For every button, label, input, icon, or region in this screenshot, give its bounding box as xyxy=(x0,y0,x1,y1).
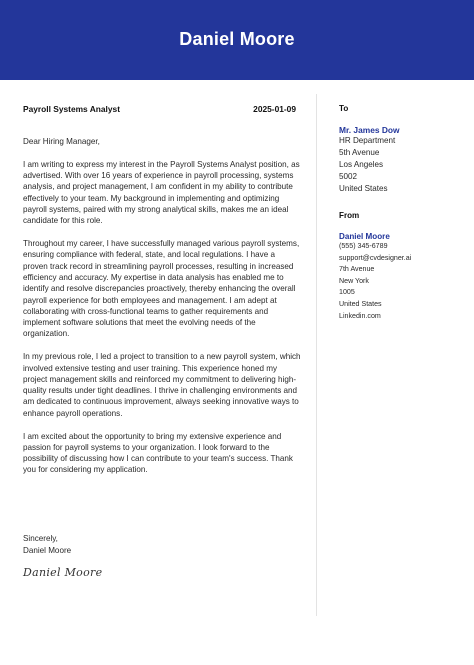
sender-country: United States xyxy=(339,299,382,308)
column-divider xyxy=(316,94,317,616)
recipient-name: Mr. James Dow xyxy=(339,125,400,135)
recipient-line: 5th Avenue xyxy=(339,148,380,157)
recipient-line: Los Angeles xyxy=(339,160,384,169)
to-heading: To xyxy=(339,104,349,113)
paragraph-4: I am excited about the opportunity to bring my extensive experience and passion for payroll systems to your organization. I look forward to the possibility of discussing how I can contribute to your team's success. Thank you for considering my application. xyxy=(23,431,293,475)
paragraph-2: Throughout my career, I have successfully managed various payroll systems, ensuring compliance with federal, state, and local regulations. I have a proven track record in streamlining payroll processes, resulting in increased efficiency and accuracy. My expertise in data analysis has enabled me to identify and resolve discrepancies proactively, thereby enhancing the overall payroll experience for both employees and management. I am adept at collaborating with cross-functional teams to gather requirements and implement software solutions that meet the evolving needs of the organization. xyxy=(23,239,300,339)
header-banner xyxy=(0,0,474,80)
recipient-line: United States xyxy=(339,184,388,193)
closing-text: Sincerely, xyxy=(23,534,58,543)
sender-linkedin: Linkedin.com xyxy=(339,311,381,320)
sender-email: support@cvdesigner.ai xyxy=(339,253,412,262)
sender-city: New York xyxy=(339,276,369,285)
recipient-line: HR Department xyxy=(339,136,396,145)
letter-date: 2025-01-09 xyxy=(253,104,296,114)
sender-block xyxy=(339,211,469,322)
from-heading: From xyxy=(339,211,360,220)
closing-block xyxy=(23,533,71,557)
greeting: Dear Hiring Manager, xyxy=(23,137,100,146)
sender-street: 7th Avenue xyxy=(339,265,375,274)
handwritten-signature: Daniel Moore xyxy=(23,566,103,579)
recipient-line: 5002 xyxy=(339,172,358,181)
paragraph-1: I am writing to express my interest in the Payroll Systems Analyst position, as advertised. With over 16 years of experience in payroll processing, systems analysis, and project management, I am confident in my ability to contribute effectively to your team. My background in implementing and optimizing payroll systems, paired with my strong analytical skills, makes me an ideal candidate for this role. xyxy=(23,159,300,226)
job-title: Payroll Systems Analyst xyxy=(23,104,120,114)
paragraph-3: In my previous role, I led a project to transition to a new payroll system, which involved extensive testing and user training. This experience honed my project management skills and reinforced my commitment to delivering high-quality results under tight deadlines. I thrive in challenging environments and am dedicated to continuous improvement, always seeking innovative ways to enhance payroll operations. xyxy=(23,352,301,418)
recipient-block xyxy=(339,104,469,195)
sender-name: Daniel Moore xyxy=(23,546,72,555)
header-name: Daniel Moore xyxy=(179,29,295,49)
sender-postcode: 1005 xyxy=(339,288,355,297)
letter-body xyxy=(23,136,301,487)
sender-contact-name: Daniel Moore xyxy=(339,232,390,241)
sender-phone: (555) 345-6789 xyxy=(339,242,388,250)
